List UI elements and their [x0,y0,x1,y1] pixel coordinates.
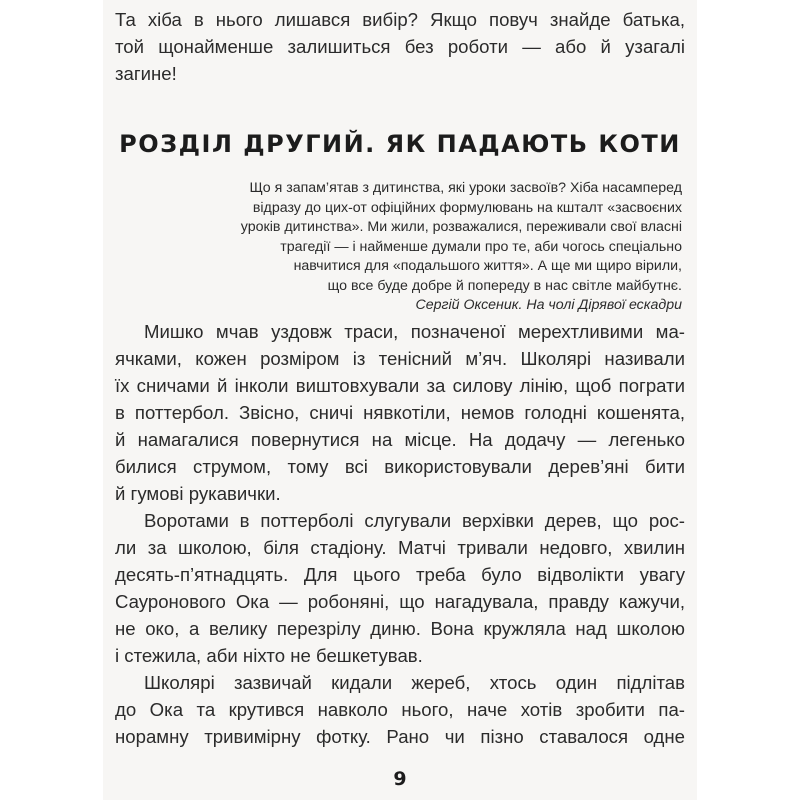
text-line: загине! [115,63,177,84]
paragraph [115,669,685,750]
text-line: ли за школою, біля стадіону. Матчі тривали недовго, хвилин [115,537,685,558]
epigraph-line: відразу до цих-от офіційних формулювань на кшталт «засвоєних [252,199,682,216]
paragraph [115,507,685,669]
epigraph-line: уроків дитинства». Ми жили, розважалися, переживали свої власні [240,219,682,235]
page-number: 9 [393,768,407,790]
chapter-heading: РОЗДІЛ ДРУГИЙ. ЯК ПАДАЮТЬ КОТИ [119,130,681,158]
text-line: той щонайменше залишиться без роботи — або й узагалі [115,36,685,57]
text-line: їх сничами й інколи виштовхували за силову лінію, щоб пограти [115,375,685,396]
intro-paragraph [115,6,685,87]
epigraph-attribution: Сергій Оксеник. На чолі Дірявої ескадри [415,297,682,313]
text-line: Воротами в поттерболі слугували верхівки дерев, що рос- [144,510,685,531]
text-line: десять-п’ятнадцять. Для цього треба було відволікти увагу [115,564,685,585]
text-line: до Ока та крутився навколо нього, наче хотів зробити па- [115,699,685,720]
epigraph-line: навчитися для «подальшого життя». А ще ми щиро вірили, [293,258,682,274]
epigraph [142,179,682,316]
epigraph-line: трагедії — і найменше думали про те, аби чогось спеціально [280,238,682,255]
text-line: не око, а велику перезрілу диню. Вона кружляла над школою [115,618,685,639]
epigraph-line: Що я запам’ятав з дитинства, які уроки засвоїв? Хіба насамперед [249,180,682,196]
text-line: і стежила, аби ніхто не бешкетував. [115,645,423,666]
main-text [115,318,685,750]
text-line: Мишко мчав уздовж траси, позначеної мерехтливими ма- [144,321,685,342]
text-line: Та хіба в нього лишався вибір? Якщо повуч знайде батька, [115,9,685,30]
text-line: билися струмом, тому всі використовували дерев’яні бити [115,456,685,477]
text-line: й намагалися повернутися на місце. На додачу — легенько [115,429,685,450]
text-line: в поттербол. Звісно, сничі нявкотіли, немов голодні кошенята, [115,402,685,423]
text-line: ячками, кожен розміром із тенісний м’яч. Школярі називали [115,348,685,369]
text-line: Сауронового Ока — робоняні, що нагадувала, правду кажучи, [115,591,685,612]
text-line: Школярі зазвичай кидали жереб, хтось один підлітав [144,672,685,693]
text-line: й гумові рукавички. [115,483,281,504]
epigraph-line: що все буде добре й попереду в нас світле майбутнє. [327,277,682,294]
paragraph [115,318,685,507]
text-line: норамну тривимірну фотку. Рано чи пізно ставалося одне [115,726,685,747]
